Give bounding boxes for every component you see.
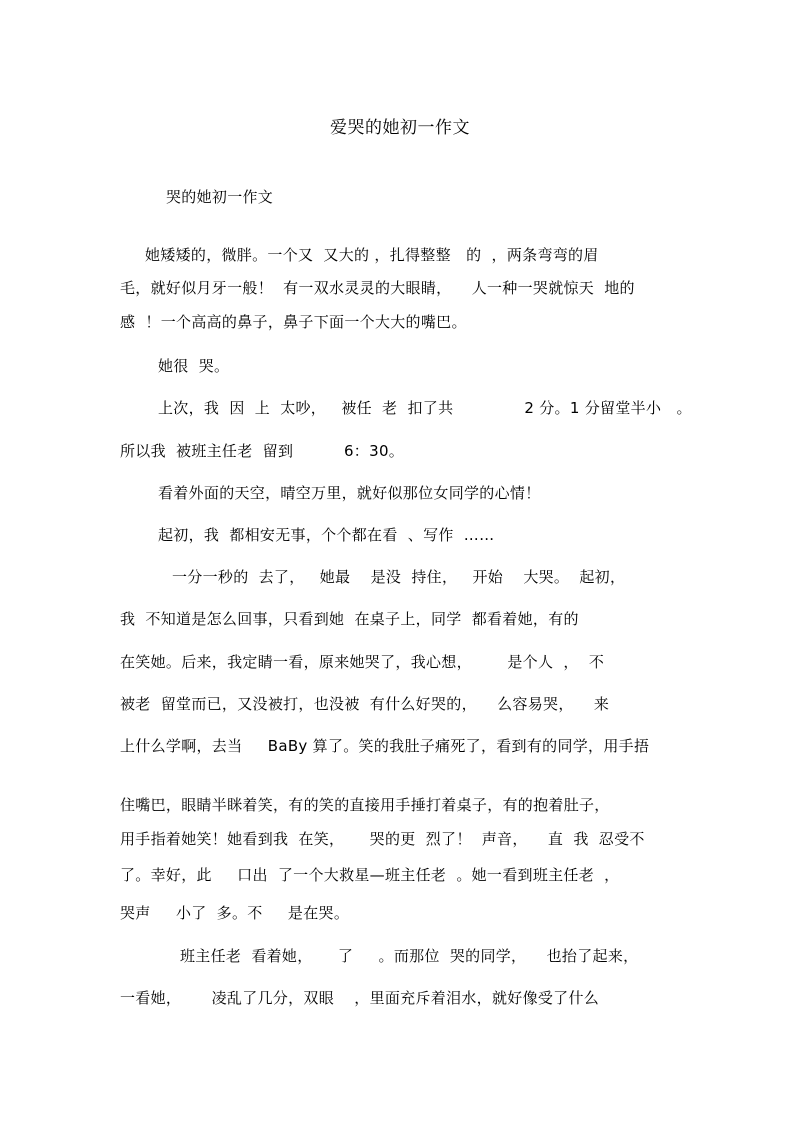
text-line-9: 一分一秒的 去了， 她最 是没 持住， 开始 大哭。 起初， <box>172 568 626 586</box>
text-line-11: 在笑她。后来，我定睛一看，原来她哭了，我心想， 是个人 ， 不 <box>120 653 605 671</box>
text-line-13: 上什么学啊，去当 BaBy 算了。笑的我肚子痛死了，看到有的同学，用手捂 <box>120 737 650 755</box>
text-line-12: 被老 留堂而已，又没被打，也没被 有什么好哭的， 么容易哭， 来 <box>120 695 610 713</box>
text-line-8: 起初，我 都相安无事，个个都在看 、写作 …… <box>158 526 495 544</box>
text-line-10: 我 不知道是怎么回事，只看到她 在桌子上，同学 都看着她，有的 <box>120 610 579 628</box>
essay-subtitle: 哭的她初一作文 <box>166 188 274 206</box>
document-title: 爱哭的她初一作文 <box>330 118 470 138</box>
text-line-6: 所以我 被班主任老 留到 6：30。 <box>120 442 405 460</box>
text-line-18: 班主任老 看着她， 了 。而那位 哭的同学， 也抬了起来， <box>180 947 639 965</box>
text-line-4: 她很 哭。 <box>158 357 230 375</box>
text-line-19: 一看她， 凌乱了几分，双眼 ，里面充斥着泪水，就好像受了什么 <box>120 989 600 1007</box>
text-line-17: 哭声 小了 多。不 是在哭。 <box>120 904 350 922</box>
text-line-1: 她矮矮的，微胖。一个又 又大的 ，扎得整整 的 ，两条弯弯的眉 <box>145 246 599 264</box>
text-line-15: 用手指着她笑！她看到我 在笑， 哭的更 烈了！ 声音， 直 我 忍受不 <box>120 830 645 848</box>
text-line-5: 上次，我 因 上 太吵， 被任 老 扣了共 2 分。1 分留堂半小 。 <box>158 399 692 417</box>
text-line-16: 了。幸好，此 口出 了一个大救星—班主任老 。她一看到班主任老 ， <box>120 866 620 884</box>
text-line-3: 感 ！一个高高的鼻子，鼻子下面一个大大的嘴巴。 <box>120 313 467 331</box>
text-line-2: 毛，就好似月牙一般！ 有一双水灵灵的大眼睛， 人一种一哭就惊天 地的 <box>120 279 635 297</box>
text-line-14: 住嘴巴，眼睛半眯着笑，有的笑的直接用手捶打着桌子，有的抱着肚子， <box>120 796 610 814</box>
text-line-7: 看着外面的天空，晴空万里，就好似那位女同学的心情！ <box>158 484 541 502</box>
